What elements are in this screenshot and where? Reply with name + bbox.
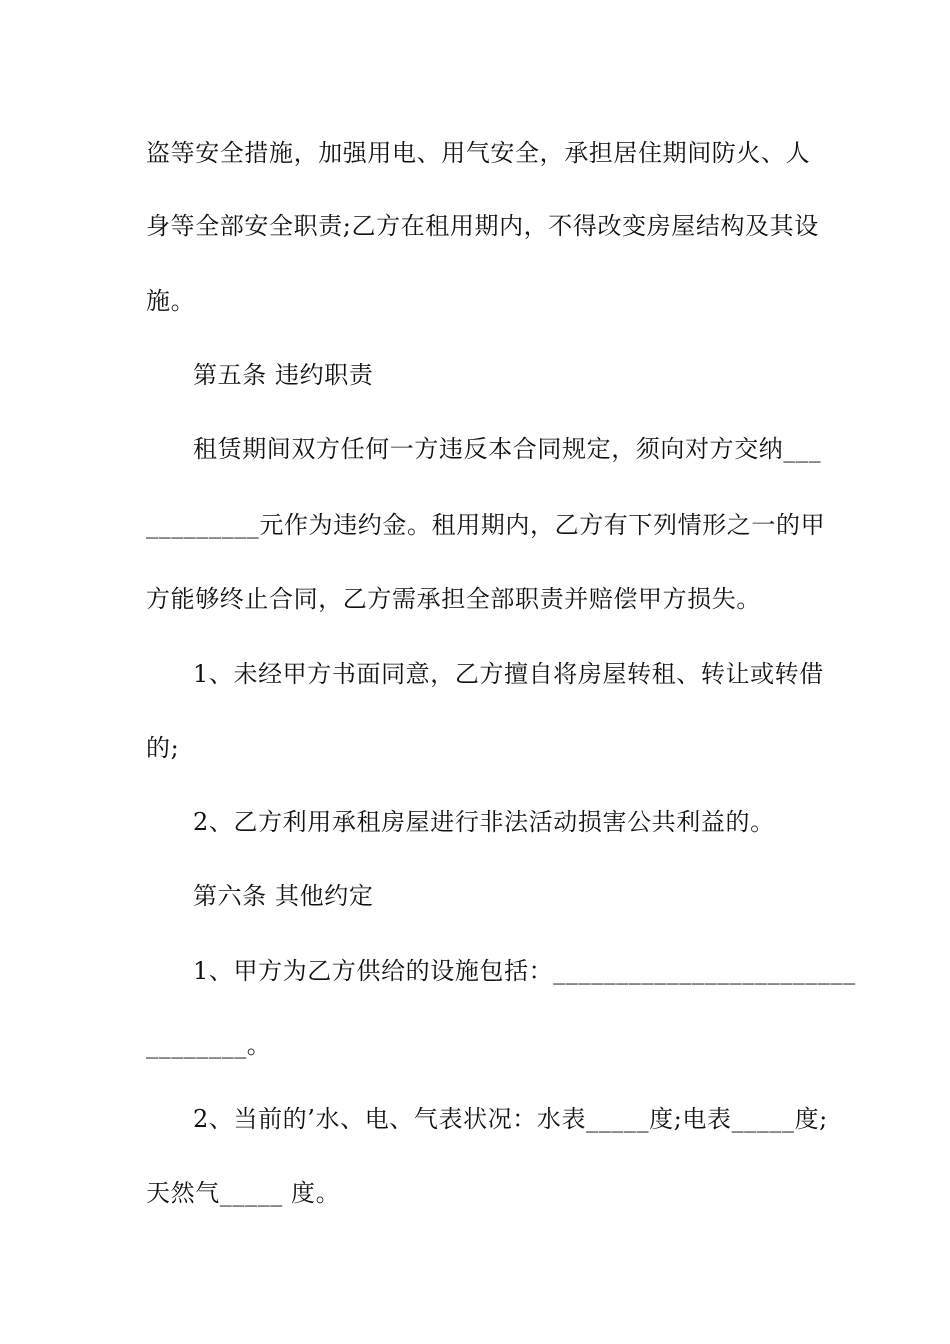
text-line: 的; <box>146 734 180 762</box>
text-line: 天然气_____ 度。 <box>146 1179 341 1207</box>
section-heading: 第五条 违约职责 <box>193 361 374 389</box>
list-item: 2、乙方利用承租房屋进行非法活动损害公共利益的。 <box>193 808 775 836</box>
list-item: 2、当前的’水、电、气表状况：水表_____度;电表_____度; <box>193 1105 828 1133</box>
text-line: 方能够终止合同，乙方需承担全部职责并赔偿甲方损失。 <box>146 585 761 613</box>
list-item: 1、甲方为乙方供给的设施包括：________________________ <box>193 957 856 985</box>
section-heading: 第六条 其他约定 <box>193 882 374 910</box>
text-line: ________。 <box>146 1031 272 1059</box>
text-line: 盗等安全措施，加强用电、用气安全，承担居住期间防火、人 <box>146 139 811 167</box>
text-line: 租赁期间双方任何一方违反本合同规定，须向对方交纳___ <box>193 435 822 463</box>
list-item: 1、未经甲方书面同意，乙方擅自将房屋转租、转让或转借 <box>193 660 824 688</box>
text-line: 施。 <box>146 287 196 315</box>
text-line: 身等全部安全职责;乙方在租用期内，不得改变房屋结构及其设 <box>146 212 819 240</box>
text-line: _________元作为违约金。租用期内，乙方有下列情形之一的甲 <box>146 511 826 539</box>
